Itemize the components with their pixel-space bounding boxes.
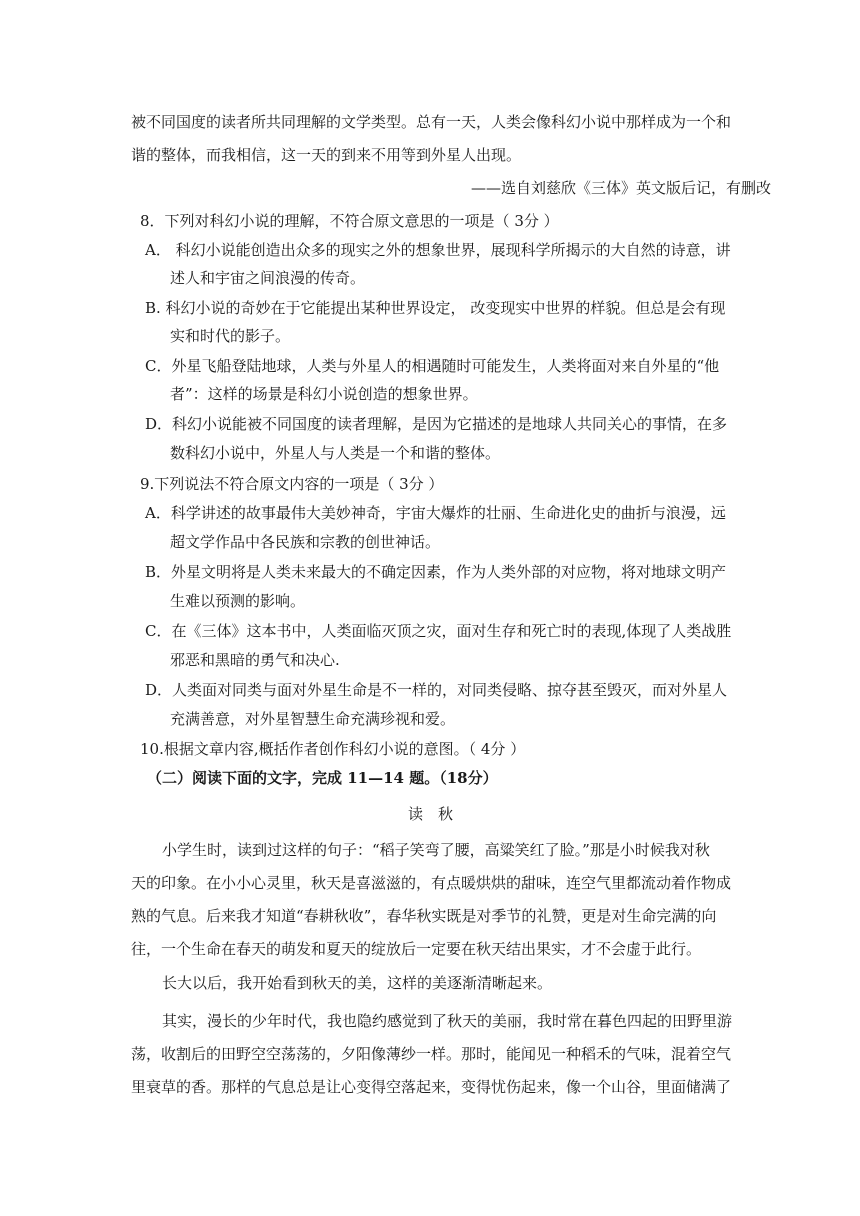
essay-paragraph-line: 长大以后，我开始看到秋天的美，这样的美逐渐清晰起来。	[162, 974, 553, 992]
passage-text-line: 谐的整体，而我相信，这一天的到来不用等到外星人出现。	[131, 146, 522, 164]
q9-option-a-line2: 超文学作品中各民族和宗教的创世神话。	[170, 533, 441, 551]
q9-option-c-line1: C．在《三体》这本书中，人类面临灭顶之灾，面对生存和死亡时的表现,体现了人类战胜	[145, 622, 732, 640]
q9-option-b-line1: B．外星文明将是人类未来最大的不确定因素，作为人类外部的对应物，将对地球文明产	[145, 563, 727, 581]
section-heading: （二）阅读下面的文字，完成 11—14 题。（18分）	[147, 769, 498, 787]
q9-option-b-line2: 生难以预测的影响。	[170, 592, 306, 610]
q8-option-d-line2: 数科幻小说中，外星人与人类是一个和谐的整体。	[170, 444, 501, 462]
essay-title: 读 秋	[408, 805, 454, 823]
essay-paragraph-line: 荡，收割后的田野空空荡荡的，夕阳像薄纱一样。那时，能闻见一种稻禾的气味，混着空气	[131, 1045, 732, 1063]
essay-paragraph-line: 小学生时，读到过这样的句子：“稻子笑弯了腰，高粱笑红了脸。”那是小时候我对秋	[162, 841, 710, 859]
question-8-stem: 8．下列对科幻小说的理解，不符合原文意思的一项是（ 3分 ）	[140, 212, 559, 230]
essay-paragraph-line: 里衰草的香。那样的气息总是让心变得空落起来，变得忧伤起来，像一个山谷，里面储满了	[131, 1078, 732, 1096]
q8-option-b-line2: 实和时代的影子。	[170, 327, 291, 345]
q9-option-d-line1: D．人类面对同类与面对外星生命是不一样的，对同类侵略、掠夺甚至毁灭，而对外星人	[145, 681, 728, 699]
q8-option-c-line1: C．外星飞船登陆地球，人类与外星人的相遇随时可能发生，人类将面对来自外星的“他	[145, 357, 720, 375]
question-10-stem: 10.根据文章内容,概括作者创作科幻小说的意图。（ 4分 ）	[140, 740, 526, 758]
q8-option-c-line2: 者”：这样的场景是科幻小说创造的想象世界。	[170, 385, 478, 403]
q9-option-c-line2: 邪恶和黑暗的勇气和决心.	[170, 651, 340, 669]
q8-option-a-line1: A． 科幻小说能创造出众多的现实之外的想象世界，展现科学所揭示的大自然的诗意，讲	[145, 241, 731, 259]
q8-option-a-line2: 述人和宇宙之间浪漫的传奇。	[170, 269, 366, 287]
passage-source: ——选自刘慈欣《三体》英文版后记，有删改	[471, 179, 772, 197]
question-9-stem: 9.下列说法不符合原文内容的一项是（ 3分 ）	[140, 475, 444, 493]
essay-paragraph-line: 天的印象。在小小心灵里，秋天是喜滋滋的，有点暖烘烘的甜味，连空气里都流动着作物成	[131, 874, 732, 892]
essay-paragraph-line: 其实，漫长的少年时代，我也隐约感觉到了秋天的美丽，我时常在暮色四起的田野里游	[162, 1012, 733, 1030]
essay-paragraph-line: 熟的气息。后来我才知道“春耕秋收”，春华秋实既是对季节的礼赞，更是对生命完满的向	[131, 907, 717, 925]
q8-option-d-line1: D．科幻小说能被不同国度的读者理解，是因为它描述的是地球人共同关心的事情，在多	[145, 415, 728, 433]
q9-option-a-line1: A．科学讲述的故事最伟大美妙神奇，宇宙大爆炸的壮丽、生命进化史的曲折与浪漫，远	[145, 504, 726, 522]
q9-option-d-line2: 充满善意，对外星智慧生命充满珍视和爱。	[170, 710, 456, 728]
essay-paragraph-line: 往，一个生命在春天的萌发和夏天的绽放后一定要在秋天结出果实，才不会虚于此行。	[131, 940, 702, 958]
q8-option-b-line1: B. 科幻小说的奇妙在于它能提出某种世界设定， 改变现实中世界的样貌。但总是会有现	[145, 299, 726, 317]
passage-text-line: 被不同国度的读者所共同理解的文学类型。总有一天，人类会像科幻小说中那样成为一个和	[131, 113, 732, 131]
